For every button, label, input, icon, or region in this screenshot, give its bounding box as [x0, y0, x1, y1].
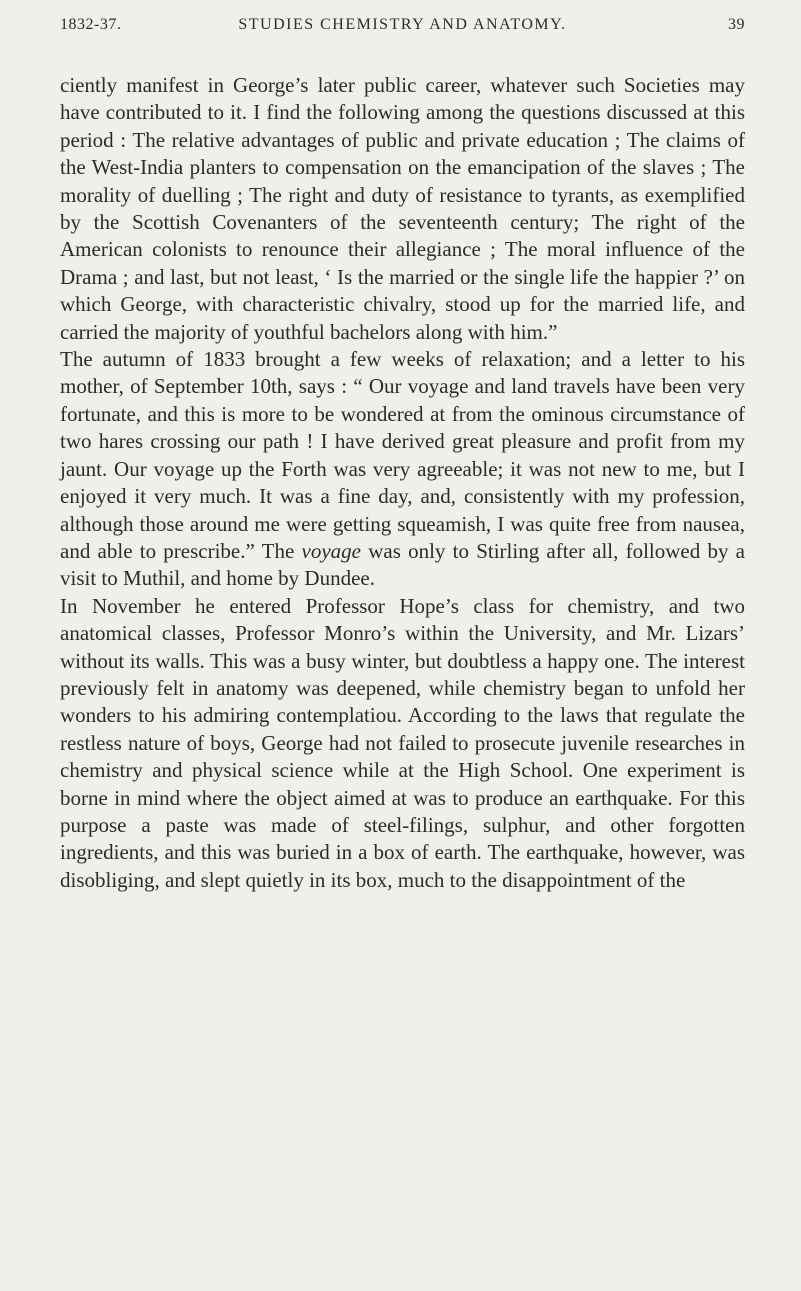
- running-head-title: STUDIES CHEMISTRY AND ANATOMY.: [238, 16, 567, 33]
- paragraph-2: [60, 346, 745, 593]
- italic-word: voyage: [301, 538, 361, 563]
- body-text: [60, 72, 745, 894]
- paragraph-text: was only to Stirling after all, followed by a visit to Muthil, and home by Dundee.: [60, 538, 745, 591]
- page-number: 39: [728, 16, 745, 33]
- paragraph-text: ciently manifest in George’s later public career, whatever such Societies may have contributed to it. I find the following among the questions discussed at this period : The relative advantages of public and private education ; The claims of the West-India planters to compensation on the emancipation of the slaves ; The morality of duelling ; The right and duty of resistance to tyrants, as exemplified by the Scottish Covenanters of the seventeenth century; The right of the American colonists to renounce their allegiance ; The moral influence of the Drama ; and last, but not least, ‘ Is the married or the single life the happier ?’ on which George, with characteristic chivalry, stood up for the married life, and carried the majority of youthful bachelors along with him.”: [60, 73, 745, 344]
- paragraph-text: The autumn of 1833 brought a few weeks of relaxation; and a letter to his mother, of September 10th, says : “ Our voyage and land travels have been very fortunate, and this is more to be wondered at from the ominous circumstance of two hares crossing our path ! I have derived great pleasure and profit from my jaunt. Our voyage up the Forth was very agreeable; it was not new to me, but I enjoyed it very much. It was a fine day, and, consistently with my profession, although those around me were getting squeamish, I was quite free from nausea, and able to prescribe.” The: [60, 347, 745, 563]
- paragraph-3: [60, 593, 745, 894]
- paragraph-1: [60, 72, 745, 346]
- running-head: [60, 16, 745, 40]
- running-head-years: 1832-37.: [60, 16, 122, 33]
- paragraph-text: In November he entered Professor Hope’s class for chemistry, and two anatomical classes, Professor Monro’s within the University, and Mr. Lizars’ without its walls. This was a busy winter, but doubtless a happy one. The interest previously felt in anatomy was deepened, while chemistry began to unfold her wonders to his admiring contemplatiou. According to the laws that regulate the restless nature of boys, George had not failed to prosecute juvenile researches in chemistry and physical science while at the High School. One experiment is borne in mind where the object aimed at was to produce an earthquake. For this purpose a paste was made of steel-filings, sulphur, and other forgotten ingredients, and this was buried in a box of earth. The earthquake, however, was disobliging, and slept quietly in its box, much to the disappointment of the: [60, 593, 745, 892]
